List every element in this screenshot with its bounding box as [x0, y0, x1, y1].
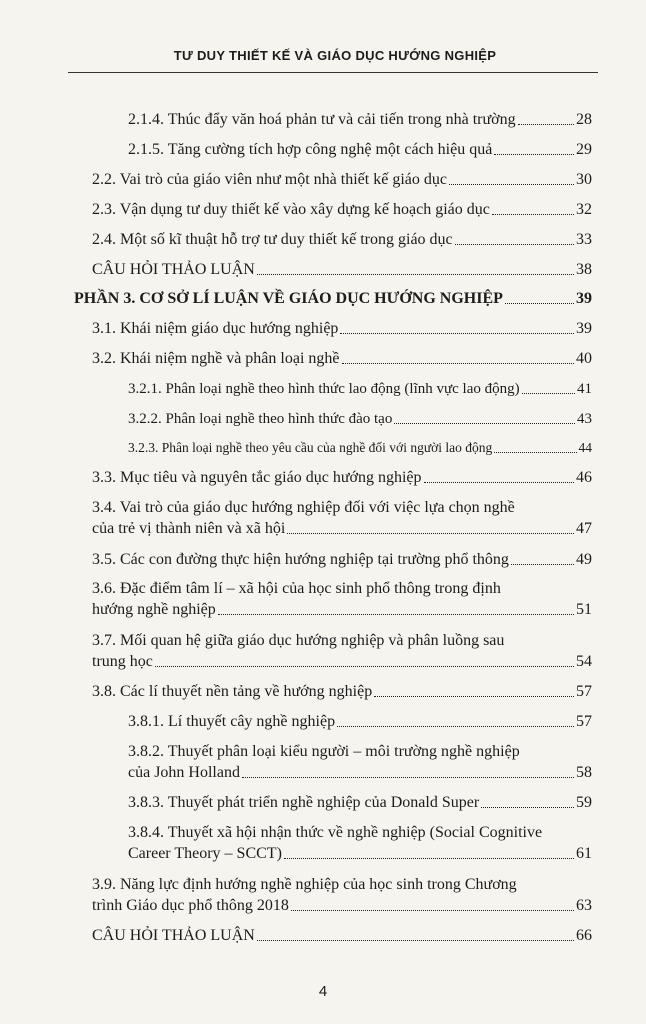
toc-entry-title: 3.3. Mục tiêu và nguyên tắc giáo dục hướng nghiệp — [92, 469, 422, 486]
leader-dots — [522, 393, 575, 394]
leader-dots — [257, 274, 574, 275]
toc-entry-page: 33 — [576, 231, 592, 248]
toc-entry-page: 38 — [576, 261, 592, 278]
toc-entry-title-cont: của John Holland — [128, 764, 240, 781]
toc-entry-page: 39 — [576, 320, 592, 337]
toc-entry-2-3[interactable] — [92, 200, 592, 220]
leader-dots — [342, 363, 575, 364]
toc-entry-page: 61 — [576, 845, 592, 862]
leader-dots — [449, 184, 574, 185]
toc-entry-page: 44 — [578, 440, 592, 455]
toc-entry-3-1[interactable] — [92, 319, 592, 339]
toc-entry-title: 2.2. Vai trò của giáo viên như một nhà thiết kế giáo dục — [92, 171, 447, 188]
leader-dots — [455, 244, 574, 245]
toc-entry-title: 3.8.1. Lí thuyết cây nghề nghiệp — [128, 713, 336, 730]
leader-dots — [505, 303, 574, 304]
toc-entry-title: 3.9. Năng lực định hướng nghề nghiệp của học sinh trong Chương — [92, 876, 517, 893]
toc-entry-page: 57 — [576, 713, 592, 730]
toc-entry-discussion-questions-2[interactable] — [92, 926, 592, 946]
toc-entry-title: 3.4. Vai trò của giáo dục hướng nghiệp đối với việc lựa chọn nghề — [92, 499, 515, 516]
header-rule — [68, 72, 598, 73]
toc-entry-page: 58 — [576, 764, 592, 781]
toc-entry-title: 2.4. Một số kĩ thuật hỗ trợ tư duy thiết kế trong giáo dục — [92, 231, 453, 248]
toc-part-title: PHẦN 3. CƠ SỞ LÍ LUẬN VỀ GIÁO DỤC HƯỚNG NGHIỆP — [74, 290, 503, 307]
toc-entry-page: 39 — [576, 290, 592, 307]
leader-dots — [291, 910, 574, 911]
toc-entry-page: 28 — [576, 111, 592, 128]
toc-entry-title: 3.2.3. Phân loại nghề theo yêu cầu của nghề đối với người lao động — [128, 440, 493, 455]
leader-dots — [155, 666, 574, 667]
toc-entry-2-4[interactable] — [92, 230, 592, 250]
toc-entry-page: 43 — [577, 411, 592, 427]
page-number: 4 — [318, 983, 328, 1000]
toc-entry-continuation — [128, 763, 592, 783]
toc-entry-title-cont: của trẻ vị thành niên và xã hội — [92, 520, 286, 537]
toc-entry-page: 66 — [576, 927, 592, 944]
leader-dots — [337, 726, 574, 727]
leader-dots — [287, 533, 574, 534]
toc-entry-2-1-4[interactable] — [128, 110, 592, 130]
toc-entry-3-2-2[interactable] — [128, 409, 592, 429]
toc-entry-page: 51 — [576, 601, 592, 618]
toc-entry-3-8-1[interactable] — [128, 712, 592, 732]
toc-entry-page: 59 — [576, 794, 592, 811]
toc-entry-discussion-questions[interactable] — [92, 260, 592, 280]
toc-entry-title-cont: trung học — [92, 653, 153, 670]
toc-entry-page: 46 — [576, 469, 592, 486]
leader-dots — [494, 452, 576, 453]
toc-entry-title: 2.1.5. Tăng cường tích hợp công nghệ một cách hiệu quả — [128, 141, 493, 158]
toc-entry-title-cont: hướng nghề nghiệp — [92, 601, 216, 618]
leader-dots — [218, 614, 574, 615]
toc-entry-2-1-5[interactable] — [128, 140, 592, 160]
leader-dots — [481, 807, 574, 808]
toc-entry-page: 30 — [576, 171, 592, 188]
toc-entry-title: 3.7. Mối quan hệ giữa giáo dục hướng nghiệp và phân luồng sau — [92, 632, 505, 649]
toc-entry-page: 63 — [576, 897, 592, 914]
toc-entry-page: 49 — [576, 551, 592, 568]
leader-dots — [492, 214, 574, 215]
toc-entry-continuation — [92, 652, 592, 672]
toc-entry-title: 3.2. Khái niệm nghề và phân loại nghề — [92, 350, 340, 367]
toc-entry-title: 3.8.3. Thuyết phát triển nghề nghiệp của Donald Super — [128, 794, 480, 811]
leader-dots — [340, 333, 574, 334]
toc-entry-continuation — [92, 600, 592, 620]
leader-dots — [394, 423, 575, 424]
toc-entry-3-2-3[interactable] — [128, 438, 592, 458]
leader-dots — [518, 124, 574, 125]
toc-entry-title: 3.1. Khái niệm giáo dục hướng nghiệp — [92, 320, 339, 337]
toc-entry-continuation — [128, 844, 592, 864]
toc-entry-page: 54 — [576, 653, 592, 670]
leader-dots — [511, 564, 574, 565]
leader-dots — [284, 858, 574, 859]
toc-entry-title: 3.8. Các lí thuyết nền tảng về hướng nghiệp — [92, 683, 373, 700]
leader-dots — [257, 940, 574, 941]
toc-entry-title: 2.1.4. Thúc đẩy văn hoá phản tư và cải tiến trong nhà trường — [128, 111, 516, 128]
toc-entry-continuation — [92, 519, 592, 539]
leader-dots — [494, 154, 574, 155]
toc-entry-title: 3.8.2. Thuyết phân loại kiểu người – môi trường nghề nghiệp — [128, 743, 520, 760]
leader-dots — [424, 482, 575, 483]
toc-entry-title: 3.6. Đặc điểm tâm lí – xã hội của học sinh phổ thông trong định — [92, 580, 501, 597]
toc-entry-page: 57 — [576, 683, 592, 700]
toc-entry-continuation — [92, 896, 592, 916]
toc-entry-3-2[interactable] — [92, 349, 592, 369]
toc-entry-2-2[interactable] — [92, 170, 592, 190]
toc-entry-page: 40 — [576, 350, 592, 367]
toc-entry-page: 32 — [576, 201, 592, 218]
toc-entry-3-8[interactable] — [92, 682, 592, 702]
toc-entry-3-2-1[interactable] — [128, 379, 592, 399]
toc-entry-page: 47 — [576, 520, 592, 537]
toc-entry-title: 3.2.2. Phân loại nghề theo hình thức đào tạo — [128, 411, 393, 427]
toc-entry-title-cont: trình Giáo dục phổ thông 2018 — [92, 897, 289, 914]
toc-entry-title: 3.8.4. Thuyết xã hội nhận thức về nghề nghiệp (Social Cognitive — [128, 824, 543, 841]
toc-entry-3-8-3[interactable] — [128, 793, 592, 813]
running-header: TƯ DUY THIẾT KẾ VÀ GIÁO DỤC HƯỚNG NGHIỆP — [173, 48, 497, 63]
toc-entry-page: 29 — [576, 141, 592, 158]
leader-dots — [242, 777, 574, 778]
toc-entry-title: CÂU HỎI THẢO LUẬN — [92, 261, 255, 278]
toc-entry-page: 41 — [577, 381, 592, 397]
toc-entry-title: CÂU HỎI THẢO LUẬN — [92, 927, 255, 944]
toc-entry-3-5[interactable] — [92, 550, 592, 570]
toc-part-3[interactable] — [74, 289, 592, 309]
leader-dots — [374, 696, 574, 697]
toc-entry-title: 3.2.1. Phân loại nghề theo hình thức lao động (lĩnh vực lao động) — [128, 381, 520, 397]
toc-entry-title-cont: Career Theory – SCCT) — [128, 845, 282, 862]
toc-entry-title: 3.5. Các con đường thực hiện hướng nghiệp tại trường phổ thông — [92, 551, 509, 568]
toc-entry-title: 2.3. Vận dụng tư duy thiết kế vào xây dựng kế hoạch giáo dục — [92, 201, 490, 218]
toc-entry-3-3[interactable] — [92, 468, 592, 488]
